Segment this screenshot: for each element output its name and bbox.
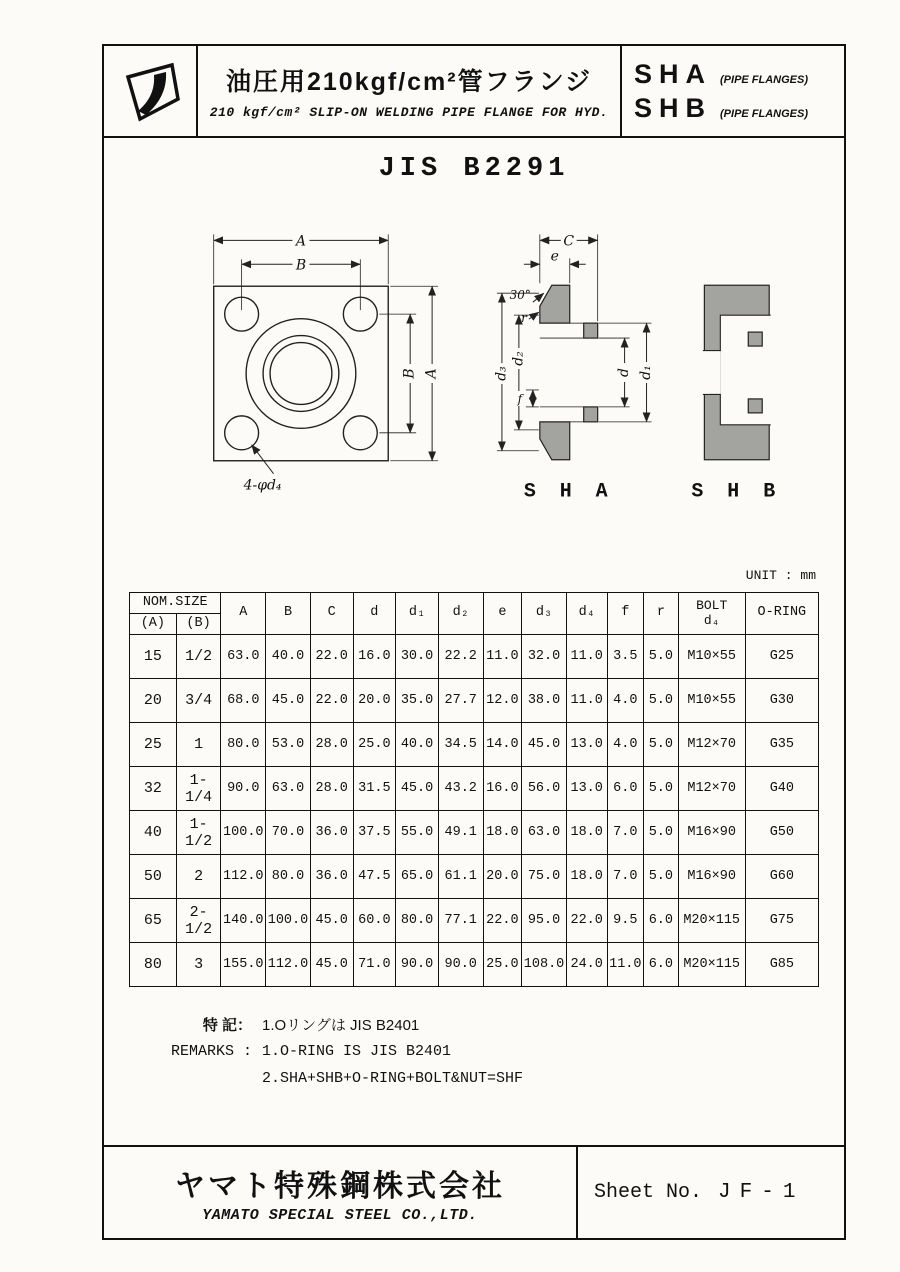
dim-col-header: r bbox=[644, 593, 679, 635]
spec-cell: 3.5 bbox=[607, 635, 644, 679]
spec-cell: 45.0 bbox=[266, 679, 311, 723]
spec-cell: 13.0 bbox=[566, 767, 607, 811]
spec-cell: 40.0 bbox=[396, 723, 439, 767]
spec-cell: 90.0 bbox=[438, 943, 483, 987]
spec-cell: 80.0 bbox=[221, 723, 266, 767]
spec-cell: G40 bbox=[745, 767, 818, 811]
dim-label-B-top: B bbox=[295, 257, 307, 274]
spec-table bbox=[129, 592, 819, 987]
spec-row bbox=[130, 767, 819, 811]
spec-cell: 14.0 bbox=[483, 723, 522, 767]
nom-size-b-header: (B) bbox=[176, 614, 221, 635]
spec-cell: 61.1 bbox=[438, 855, 483, 899]
company-name-en: YAMATO SPECIAL STEEL CO.,LTD. bbox=[202, 1207, 478, 1224]
spec-cell: 25.0 bbox=[353, 723, 396, 767]
spec-cell: 24.0 bbox=[566, 943, 607, 987]
spec-cell: 31.5 bbox=[353, 767, 396, 811]
model-code-sha: SHA bbox=[634, 58, 713, 89]
dim-label-C: C bbox=[563, 233, 575, 250]
nom-size-a-header: (A) bbox=[130, 614, 177, 635]
spec-cell: 45.0 bbox=[522, 723, 567, 767]
spec-cell: 4.0 bbox=[607, 679, 644, 723]
spec-cell: 68.0 bbox=[221, 679, 266, 723]
spec-cell: 112.0 bbox=[221, 855, 266, 899]
spec-cell: 47.5 bbox=[353, 855, 396, 899]
company-logo-cell bbox=[104, 46, 198, 136]
spec-cell: 6.0 bbox=[644, 943, 679, 987]
spec-cell: 63.0 bbox=[221, 635, 266, 679]
spec-cell: 36.0 bbox=[310, 811, 353, 855]
dim-label-d2: d₂ bbox=[510, 351, 527, 366]
dim-label-d3: d₃ bbox=[493, 366, 510, 381]
spec-cell: 22.0 bbox=[310, 635, 353, 679]
table-header-row-1 bbox=[130, 593, 819, 614]
bolt-header-line1: BOLT bbox=[696, 598, 728, 614]
spec-cell: 50 bbox=[130, 855, 177, 899]
dim-label-A-top: A bbox=[295, 233, 307, 250]
spec-cell: 90.0 bbox=[221, 767, 266, 811]
spec-cell: 11.0 bbox=[607, 943, 644, 987]
sheet-number-label: Sheet No. bbox=[594, 1181, 703, 1204]
spec-cell: G50 bbox=[745, 811, 818, 855]
spec-cell: M16×90 bbox=[678, 811, 745, 855]
spec-cell: 7.0 bbox=[607, 855, 644, 899]
sheet-number-cell bbox=[576, 1147, 844, 1238]
spec-cell: 112.0 bbox=[266, 943, 311, 987]
spec-cell: 7.0 bbox=[607, 811, 644, 855]
spec-cell: 16.0 bbox=[483, 767, 522, 811]
spec-cell: 56.0 bbox=[522, 767, 567, 811]
spec-cell: M20×115 bbox=[678, 899, 745, 943]
remarks-en-label: REMARKS : bbox=[170, 1043, 252, 1061]
spec-cell: 71.0 bbox=[353, 943, 396, 987]
spec-cell: 11.0 bbox=[566, 679, 607, 723]
dim-col-header: d₁ bbox=[396, 593, 439, 635]
spec-cell: 5.0 bbox=[644, 635, 679, 679]
spec-cell: 32.0 bbox=[522, 635, 567, 679]
spec-cell: 43.2 bbox=[438, 767, 483, 811]
spec-cell: 22.0 bbox=[310, 679, 353, 723]
model-suffix-shb: (PIPE FLANGES) bbox=[720, 107, 809, 120]
spec-cell: 65.0 bbox=[396, 855, 439, 899]
spec-cell: M12×70 bbox=[678, 767, 745, 811]
spec-row bbox=[130, 855, 819, 899]
spec-row bbox=[130, 679, 819, 723]
dim-label-f: f bbox=[517, 391, 523, 406]
spec-cell: 80.0 bbox=[266, 855, 311, 899]
remarks-spacer bbox=[134, 1066, 252, 1092]
oring-col-header: O-RING bbox=[745, 593, 818, 635]
spec-cell: 22.0 bbox=[483, 899, 522, 943]
technical-drawing bbox=[104, 220, 844, 520]
spec-cell: 75.0 bbox=[522, 855, 567, 899]
remarks-en-row-2 bbox=[134, 1066, 844, 1092]
spec-cell: 63.0 bbox=[522, 811, 567, 855]
spec-cell: 80.0 bbox=[396, 899, 439, 943]
spec-cell: 5.0 bbox=[644, 767, 679, 811]
spec-cell: 45.0 bbox=[396, 767, 439, 811]
spec-cell: 1 bbox=[176, 723, 221, 767]
dim-col-header: d₃ bbox=[522, 593, 567, 635]
model-codes-cell bbox=[622, 46, 844, 136]
sheet-number-value: JF-1 bbox=[718, 1181, 805, 1204]
spec-cell: 18.0 bbox=[566, 811, 607, 855]
spec-cell: 22.0 bbox=[566, 899, 607, 943]
spec-cell: 16.0 bbox=[353, 635, 396, 679]
dim-col-header: f bbox=[607, 593, 644, 635]
spec-cell: 1-1/4 bbox=[176, 767, 221, 811]
nom-size-header: NOM.SIZE bbox=[130, 593, 221, 614]
spec-cell: 80 bbox=[130, 943, 177, 987]
spec-cell: M20×115 bbox=[678, 943, 745, 987]
spec-cell: 37.5 bbox=[353, 811, 396, 855]
spec-cell: 9.5 bbox=[607, 899, 644, 943]
spec-table-body bbox=[130, 635, 819, 987]
spec-cell: 20 bbox=[130, 679, 177, 723]
spec-cell: 77.1 bbox=[438, 899, 483, 943]
drawing-sheet-frame bbox=[102, 44, 846, 1240]
spec-cell: 60.0 bbox=[353, 899, 396, 943]
remarks-block bbox=[134, 1013, 844, 1092]
spec-cell: G25 bbox=[745, 635, 818, 679]
bolt-hole-note: 4-φd₄ bbox=[243, 477, 282, 494]
remarks-jp-label: 特 記： bbox=[202, 1017, 252, 1034]
dim-col-header: d₂ bbox=[438, 593, 483, 635]
spec-row bbox=[130, 943, 819, 987]
spec-cell: 36.0 bbox=[310, 855, 353, 899]
spec-cell: 28.0 bbox=[310, 723, 353, 767]
shb-section-view bbox=[691, 285, 781, 502]
dim-col-header: B bbox=[266, 593, 311, 635]
spec-cell: 95.0 bbox=[522, 899, 567, 943]
spec-cell: 25.0 bbox=[483, 943, 522, 987]
spec-cell: 5.0 bbox=[644, 723, 679, 767]
model-row-sha bbox=[634, 59, 844, 90]
spec-row bbox=[130, 723, 819, 767]
sha-dimensions bbox=[493, 231, 655, 450]
spec-cell: 140.0 bbox=[221, 899, 266, 943]
spec-row bbox=[130, 635, 819, 679]
spec-cell: 15 bbox=[130, 635, 177, 679]
model-row-shb bbox=[634, 93, 844, 124]
spec-cell: 63.0 bbox=[266, 767, 311, 811]
spec-cell: 70.0 bbox=[266, 811, 311, 855]
spec-cell: M10×55 bbox=[678, 679, 745, 723]
bolt-header-line2: d₄ bbox=[703, 612, 720, 628]
spec-row bbox=[130, 899, 819, 943]
spec-cell: 5.0 bbox=[644, 855, 679, 899]
spec-cell: 12.0 bbox=[483, 679, 522, 723]
spec-cell: 1/2 bbox=[176, 635, 221, 679]
bolt-col-header bbox=[678, 593, 745, 635]
spec-cell: 25 bbox=[130, 723, 177, 767]
spec-cell: 6.0 bbox=[644, 899, 679, 943]
model-suffix-sha: (PIPE FLANGES) bbox=[720, 73, 809, 86]
remarks-jp-line1: 1.Oリングは JIS B2401 bbox=[262, 1017, 420, 1034]
spec-cell: 38.0 bbox=[522, 679, 567, 723]
dim-label-angle: 30° bbox=[509, 288, 531, 303]
spec-cell: M16×90 bbox=[678, 855, 745, 899]
spec-cell: 100.0 bbox=[221, 811, 266, 855]
spec-cell: 2-1/2 bbox=[176, 899, 221, 943]
sha-view-label: S H A bbox=[523, 479, 614, 503]
spec-cell: 27.7 bbox=[438, 679, 483, 723]
spec-row bbox=[130, 811, 819, 855]
spec-cell: 18.0 bbox=[566, 855, 607, 899]
spec-cell: 11.0 bbox=[566, 635, 607, 679]
flange-drawing-svg bbox=[104, 220, 844, 520]
front-view bbox=[214, 231, 440, 493]
spec-cell: 155.0 bbox=[221, 943, 266, 987]
dim-col-header: A bbox=[221, 593, 266, 635]
spec-cell: 13.0 bbox=[566, 723, 607, 767]
dim-col-header: d₄ bbox=[566, 593, 607, 635]
spec-cell: M12×70 bbox=[678, 723, 745, 767]
spec-cell: 108.0 bbox=[522, 943, 567, 987]
spec-cell: 49.1 bbox=[438, 811, 483, 855]
spec-cell: 20.0 bbox=[353, 679, 396, 723]
unit-note: UNIT : mm bbox=[745, 568, 816, 583]
spec-cell: G60 bbox=[745, 855, 818, 899]
spec-cell: 11.0 bbox=[483, 635, 522, 679]
page-subtitle: 210 kgf/cm² SLIP-ON WELDING PIPE FLANGE FOR HYD. bbox=[209, 105, 609, 120]
remarks-en-row bbox=[134, 1039, 844, 1065]
spec-cell: 6.0 bbox=[607, 767, 644, 811]
dim-label-A-right: A bbox=[423, 368, 440, 379]
spec-cell: 35.0 bbox=[396, 679, 439, 723]
spec-cell: 34.5 bbox=[438, 723, 483, 767]
dim-label-e: e bbox=[550, 248, 559, 265]
model-code-shb: SHB bbox=[634, 92, 713, 123]
standard-number: JIS B2291 bbox=[378, 154, 570, 184]
spec-cell: 20.0 bbox=[483, 855, 522, 899]
shb-view-label: S H B bbox=[691, 479, 782, 503]
spec-cell: 28.0 bbox=[310, 767, 353, 811]
spec-cell: 32 bbox=[130, 767, 177, 811]
dim-col-header: C bbox=[310, 593, 353, 635]
dim-label-r: r bbox=[521, 311, 527, 326]
dim-label-d1: d₁ bbox=[638, 365, 655, 380]
dim-col-header: d bbox=[353, 593, 396, 635]
document-title-cell bbox=[198, 46, 622, 136]
spec-cell: 2 bbox=[176, 855, 221, 899]
remarks-jp-row bbox=[134, 1013, 844, 1039]
footer-block bbox=[104, 1145, 844, 1238]
company-logo-icon bbox=[114, 55, 186, 127]
dim-col-header: e bbox=[483, 593, 522, 635]
spec-cell: 30.0 bbox=[396, 635, 439, 679]
spec-cell: 5.0 bbox=[644, 811, 679, 855]
spec-cell: 40.0 bbox=[266, 635, 311, 679]
spec-cell: 3 bbox=[176, 943, 221, 987]
spec-cell: 90.0 bbox=[396, 943, 439, 987]
spec-cell: G85 bbox=[745, 943, 818, 987]
spec-cell: 4.0 bbox=[607, 723, 644, 767]
spec-cell: M10×55 bbox=[678, 635, 745, 679]
spec-cell: G75 bbox=[745, 899, 818, 943]
spec-cell: 53.0 bbox=[266, 723, 311, 767]
remarks-en-line1: 1.O-RING IS JIS B2401 bbox=[262, 1043, 452, 1061]
title-block bbox=[104, 46, 844, 138]
remarks-en-line2: 2.SHA+SHB+O-RING+BOLT&NUT=SHF bbox=[262, 1069, 524, 1087]
spec-cell: G30 bbox=[745, 679, 818, 723]
spec-cell: G35 bbox=[745, 723, 818, 767]
spec-cell: 3/4 bbox=[176, 679, 221, 723]
dim-label-B-right: B bbox=[401, 368, 418, 379]
spec-cell: 5.0 bbox=[644, 679, 679, 723]
spec-cell: 40 bbox=[130, 811, 177, 855]
spec-cell: 100.0 bbox=[266, 899, 311, 943]
company-name-jp: ヤマト特殊鋼株式会社 bbox=[175, 1170, 505, 1203]
spec-cell: 45.0 bbox=[310, 943, 353, 987]
spec-cell: 65 bbox=[130, 899, 177, 943]
spec-cell: 1-1/2 bbox=[176, 811, 221, 855]
spec-cell: 18.0 bbox=[483, 811, 522, 855]
spec-cell: 45.0 bbox=[310, 899, 353, 943]
spec-cell: 55.0 bbox=[396, 811, 439, 855]
spec-cell: 22.2 bbox=[438, 635, 483, 679]
page-title: 油圧用210kgf/cm²管フランジ bbox=[226, 68, 592, 96]
dim-label-d: d bbox=[616, 368, 633, 377]
company-cell bbox=[104, 1147, 576, 1238]
sha-section-view bbox=[493, 231, 655, 502]
